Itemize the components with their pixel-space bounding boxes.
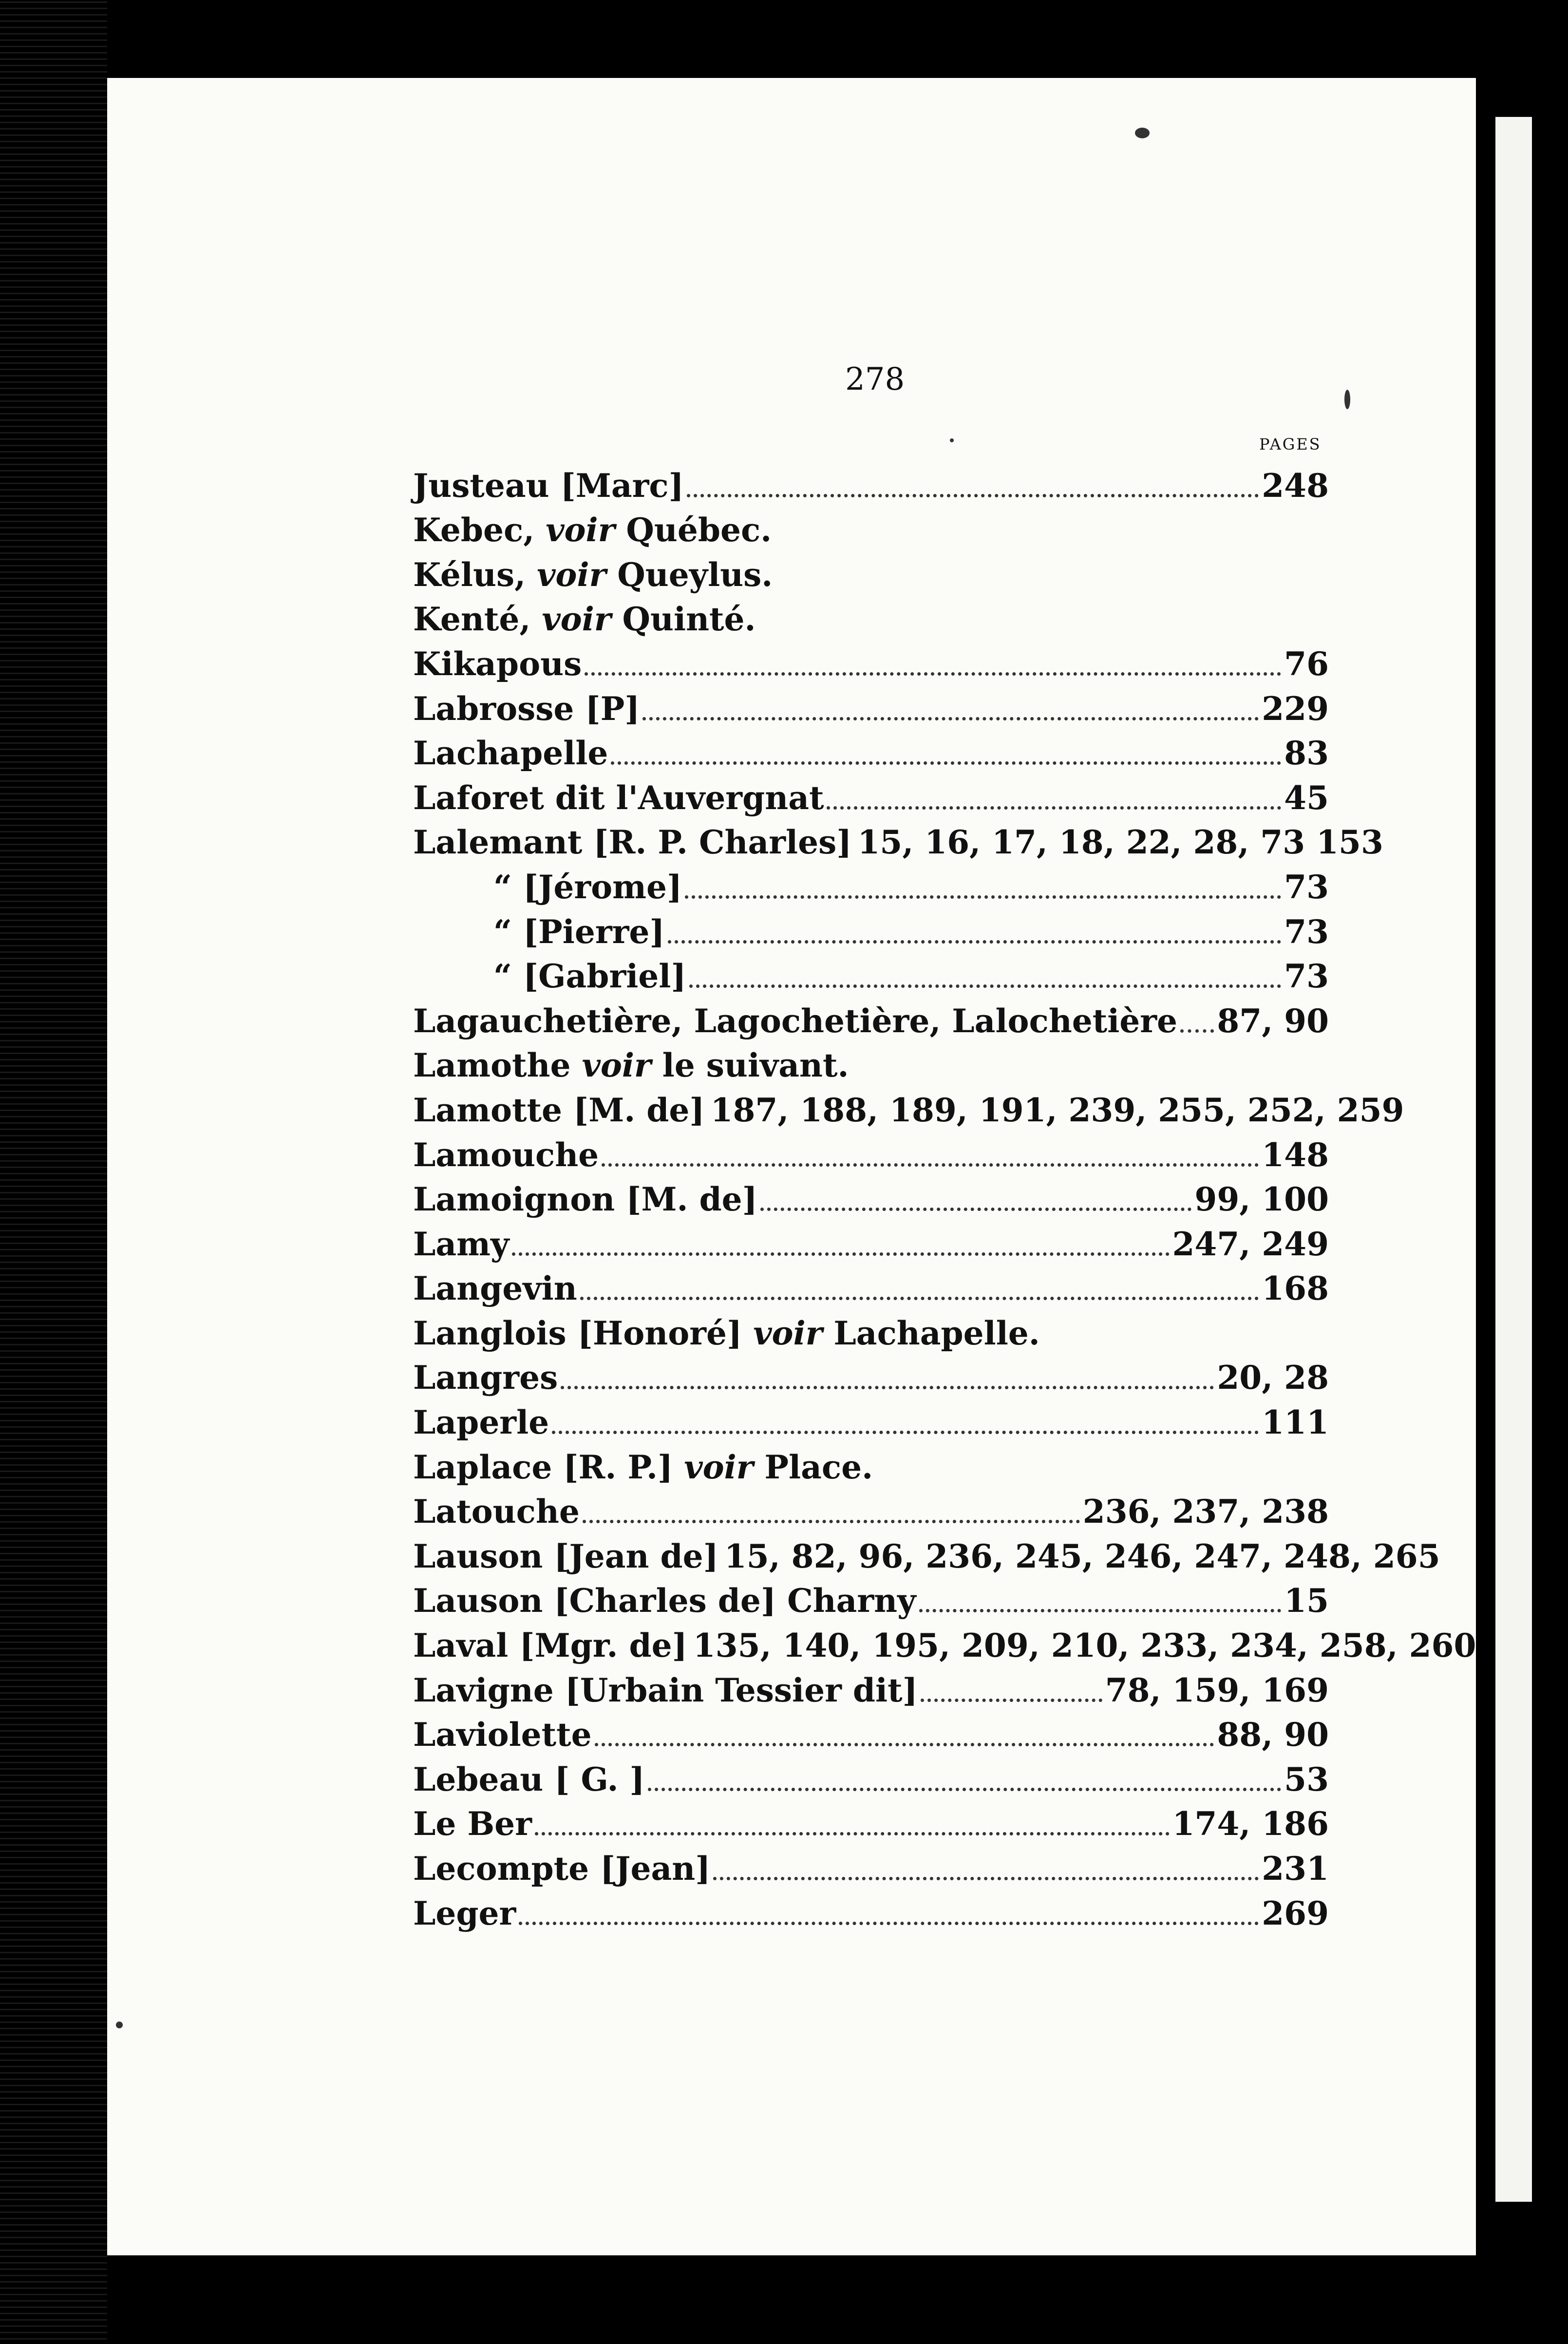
dot-leader — [580, 1297, 1259, 1300]
index-entry — [413, 1308, 1329, 1353]
index-entry — [413, 460, 1329, 505]
index-entry — [413, 1576, 1329, 1621]
voir-word: voir — [684, 1448, 754, 1486]
index-entry — [413, 1888, 1329, 1933]
index-entry — [413, 907, 1329, 951]
entry-pages: 76 — [1284, 644, 1329, 683]
scan-speck — [1344, 390, 1350, 409]
entry-name: Labrosse [P] — [413, 689, 640, 728]
entry-name: Langevin — [413, 1269, 577, 1308]
entry-pages: 174, 186 — [1172, 1805, 1329, 1843]
facing-page-edge — [1495, 117, 1532, 2202]
scan-speck — [1135, 128, 1150, 138]
index-entry — [413, 683, 1329, 728]
index-entry — [413, 1353, 1329, 1398]
entry-pages: 247, 249 — [1172, 1225, 1329, 1263]
index-entry — [413, 862, 1329, 907]
dot-leader — [689, 984, 1282, 988]
dot-leader — [919, 1609, 1282, 1612]
entry-name-text: Kebec, — [413, 511, 546, 549]
entry-name-text: Langlois [Honoré] — [413, 1314, 754, 1352]
entry-name: Lagauchetière, Lagochetière, Lalochetière — [413, 1002, 1178, 1040]
dot-leader — [687, 494, 1259, 497]
entry-name — [413, 1046, 849, 1085]
dot-leader — [552, 1431, 1259, 1434]
entry-name: Laviolette — [413, 1716, 592, 1754]
entry-pages: 87, 90 — [1217, 1002, 1329, 1040]
cross-reference-target: Place. — [753, 1448, 873, 1486]
voir-word: voir — [542, 600, 611, 639]
index-entry — [413, 1085, 1404, 1130]
dot-leader — [827, 806, 1281, 810]
entry-name: Lauson [Charles de] Charny — [413, 1582, 916, 1620]
entry-name: Lavigne [Urbain Tessier dit] — [413, 1671, 918, 1709]
dot-leader — [595, 1743, 1214, 1746]
dot-leader — [585, 672, 1281, 676]
index-entry — [413, 639, 1329, 683]
index-entry — [413, 1531, 1440, 1576]
entry-name: Justeau [Marc] — [413, 466, 684, 505]
index-entry — [413, 1843, 1329, 1888]
index-entry — [413, 951, 1329, 996]
entry-name: Lamoignon [M. de] — [413, 1180, 757, 1219]
entry-name: Leger — [413, 1894, 516, 1932]
index-entry — [413, 594, 1329, 639]
index-entry — [413, 996, 1329, 1040]
entry-name: Kikapous — [413, 644, 582, 683]
dot-leader — [760, 1208, 1192, 1211]
entry-name-text: Lamothe — [413, 1046, 582, 1085]
index-entry — [413, 1665, 1329, 1710]
entry-name: Lalemant [R. P. Charles] — [413, 823, 852, 862]
index-entries — [413, 460, 1476, 1933]
page-number: 278 — [845, 361, 905, 397]
entry-name — [413, 510, 772, 549]
entry-name: Le Ber — [413, 1805, 532, 1843]
index-entry — [413, 1710, 1329, 1755]
entry-pages: 15, 82, 96, 236, 245, 246, 247, 248, 265 — [724, 1537, 1440, 1575]
entry-pages: 15, 16, 17, 18, 22, 28, 73 153 — [857, 823, 1383, 862]
index-entry — [413, 549, 1329, 594]
entry-pages: 236, 237, 238 — [1082, 1493, 1329, 1531]
dot-leader — [921, 1699, 1102, 1702]
entry-name — [413, 600, 756, 639]
dot-leader — [1180, 1029, 1214, 1033]
voir-word: voir — [546, 511, 615, 549]
entry-pages: 135, 140, 195, 209, 210, 233, 234, 258, 260 — [693, 1626, 1476, 1665]
voir-word: voir — [537, 555, 606, 594]
entry-name: Laforet dit l'Auvergnat — [413, 778, 824, 817]
entry-pages: 53 — [1284, 1760, 1329, 1798]
entry-pages: 73 — [1284, 868, 1329, 906]
entry-pages: 269 — [1262, 1894, 1329, 1932]
index-entry — [413, 817, 1383, 862]
dot-leader — [685, 895, 1281, 899]
scan-left-edge — [0, 0, 107, 2344]
dot-leader — [611, 761, 1281, 765]
entry-name-text: Kenté, — [413, 600, 542, 639]
index-entry — [413, 1130, 1329, 1174]
index-entry — [413, 1040, 1329, 1085]
entry-pages: 111 — [1262, 1403, 1329, 1442]
index-entry — [413, 1219, 1329, 1264]
entry-pages: 187, 188, 189, 191, 239, 255, 252, 259 — [710, 1091, 1404, 1129]
cross-reference-target: Quinté. — [611, 600, 756, 639]
entry-pages: 248 — [1262, 466, 1329, 505]
entry-name: Lecompte [Jean] — [413, 1850, 711, 1888]
dot-leader — [583, 1520, 1080, 1523]
entry-name: Lachapelle — [413, 734, 608, 773]
dot-leader — [602, 1163, 1259, 1167]
entry-pages: 231 — [1262, 1850, 1329, 1888]
cross-reference-target: Queylus. — [606, 555, 773, 594]
index-entry — [413, 505, 1329, 550]
scan-speck — [950, 438, 954, 442]
index-entry — [413, 1397, 1329, 1442]
entry-pages: 168 — [1262, 1269, 1329, 1308]
entry-name: Lamy — [413, 1225, 510, 1263]
entry-pages: 78, 159, 169 — [1105, 1671, 1329, 1709]
entry-name-text: Laplace [R. P.] — [413, 1448, 684, 1486]
entry-pages: 83 — [1284, 734, 1329, 773]
entry-pages: 229 — [1262, 689, 1329, 728]
entry-name: Lamotte [M. de] — [413, 1091, 705, 1129]
voir-word: voir — [582, 1046, 651, 1085]
index-entry — [413, 1799, 1329, 1844]
entry-name: Langres — [413, 1359, 558, 1397]
index-entry — [413, 1174, 1329, 1219]
entry-name: “ [Jérome] — [493, 868, 682, 906]
dot-leader — [561, 1386, 1214, 1389]
entry-pages: 99, 100 — [1194, 1180, 1329, 1219]
pages-column-header: PAGES — [1259, 435, 1322, 454]
entry-pages: 45 — [1284, 778, 1329, 817]
entry-pages: 88, 90 — [1217, 1716, 1329, 1754]
entry-pages: 148 — [1262, 1135, 1329, 1174]
cross-reference-target: le suivant. — [651, 1046, 849, 1085]
entry-name: Laval [Mgr. de] — [413, 1626, 687, 1665]
index-entry — [413, 773, 1329, 817]
entry-name: Laperle — [413, 1403, 549, 1442]
index-entry — [413, 1754, 1329, 1799]
entry-pages: 15 — [1284, 1582, 1329, 1620]
entry-name: “ [Gabriel] — [493, 957, 686, 996]
index-entry — [413, 728, 1329, 773]
entry-pages: 73 — [1284, 957, 1329, 996]
index-entry — [413, 1620, 1476, 1665]
entry-name: “ [Pierre] — [493, 912, 665, 951]
index-entry — [413, 1264, 1329, 1308]
entry-pages: 20, 28 — [1217, 1359, 1329, 1397]
entry-name-text: Kélus, — [413, 555, 537, 594]
entry-name: Latouche — [413, 1493, 580, 1531]
entry-name — [413, 1448, 873, 1487]
dot-leader — [648, 1788, 1281, 1791]
dot-leader — [713, 1877, 1259, 1880]
entry-name — [413, 1314, 1040, 1353]
dot-leader — [668, 940, 1282, 944]
dot-leader — [535, 1832, 1170, 1835]
index-entry — [413, 1442, 1329, 1487]
entry-name: Lauson [Jean de] — [413, 1537, 718, 1575]
entry-name: Lebeau [ G. ] — [413, 1760, 645, 1798]
dot-leader — [642, 717, 1259, 720]
dot-leader — [512, 1252, 1169, 1256]
voir-word: voir — [753, 1314, 823, 1352]
index-entry — [413, 1487, 1329, 1531]
cross-reference-target: Québec. — [615, 511, 772, 549]
cross-reference-target: Lachapelle. — [822, 1314, 1040, 1352]
dot-leader — [519, 1922, 1259, 1925]
entry-name — [413, 555, 773, 594]
entry-pages: 73 — [1284, 912, 1329, 951]
scan-speck — [116, 2022, 123, 2028]
entry-name: Lamouche — [413, 1135, 599, 1174]
